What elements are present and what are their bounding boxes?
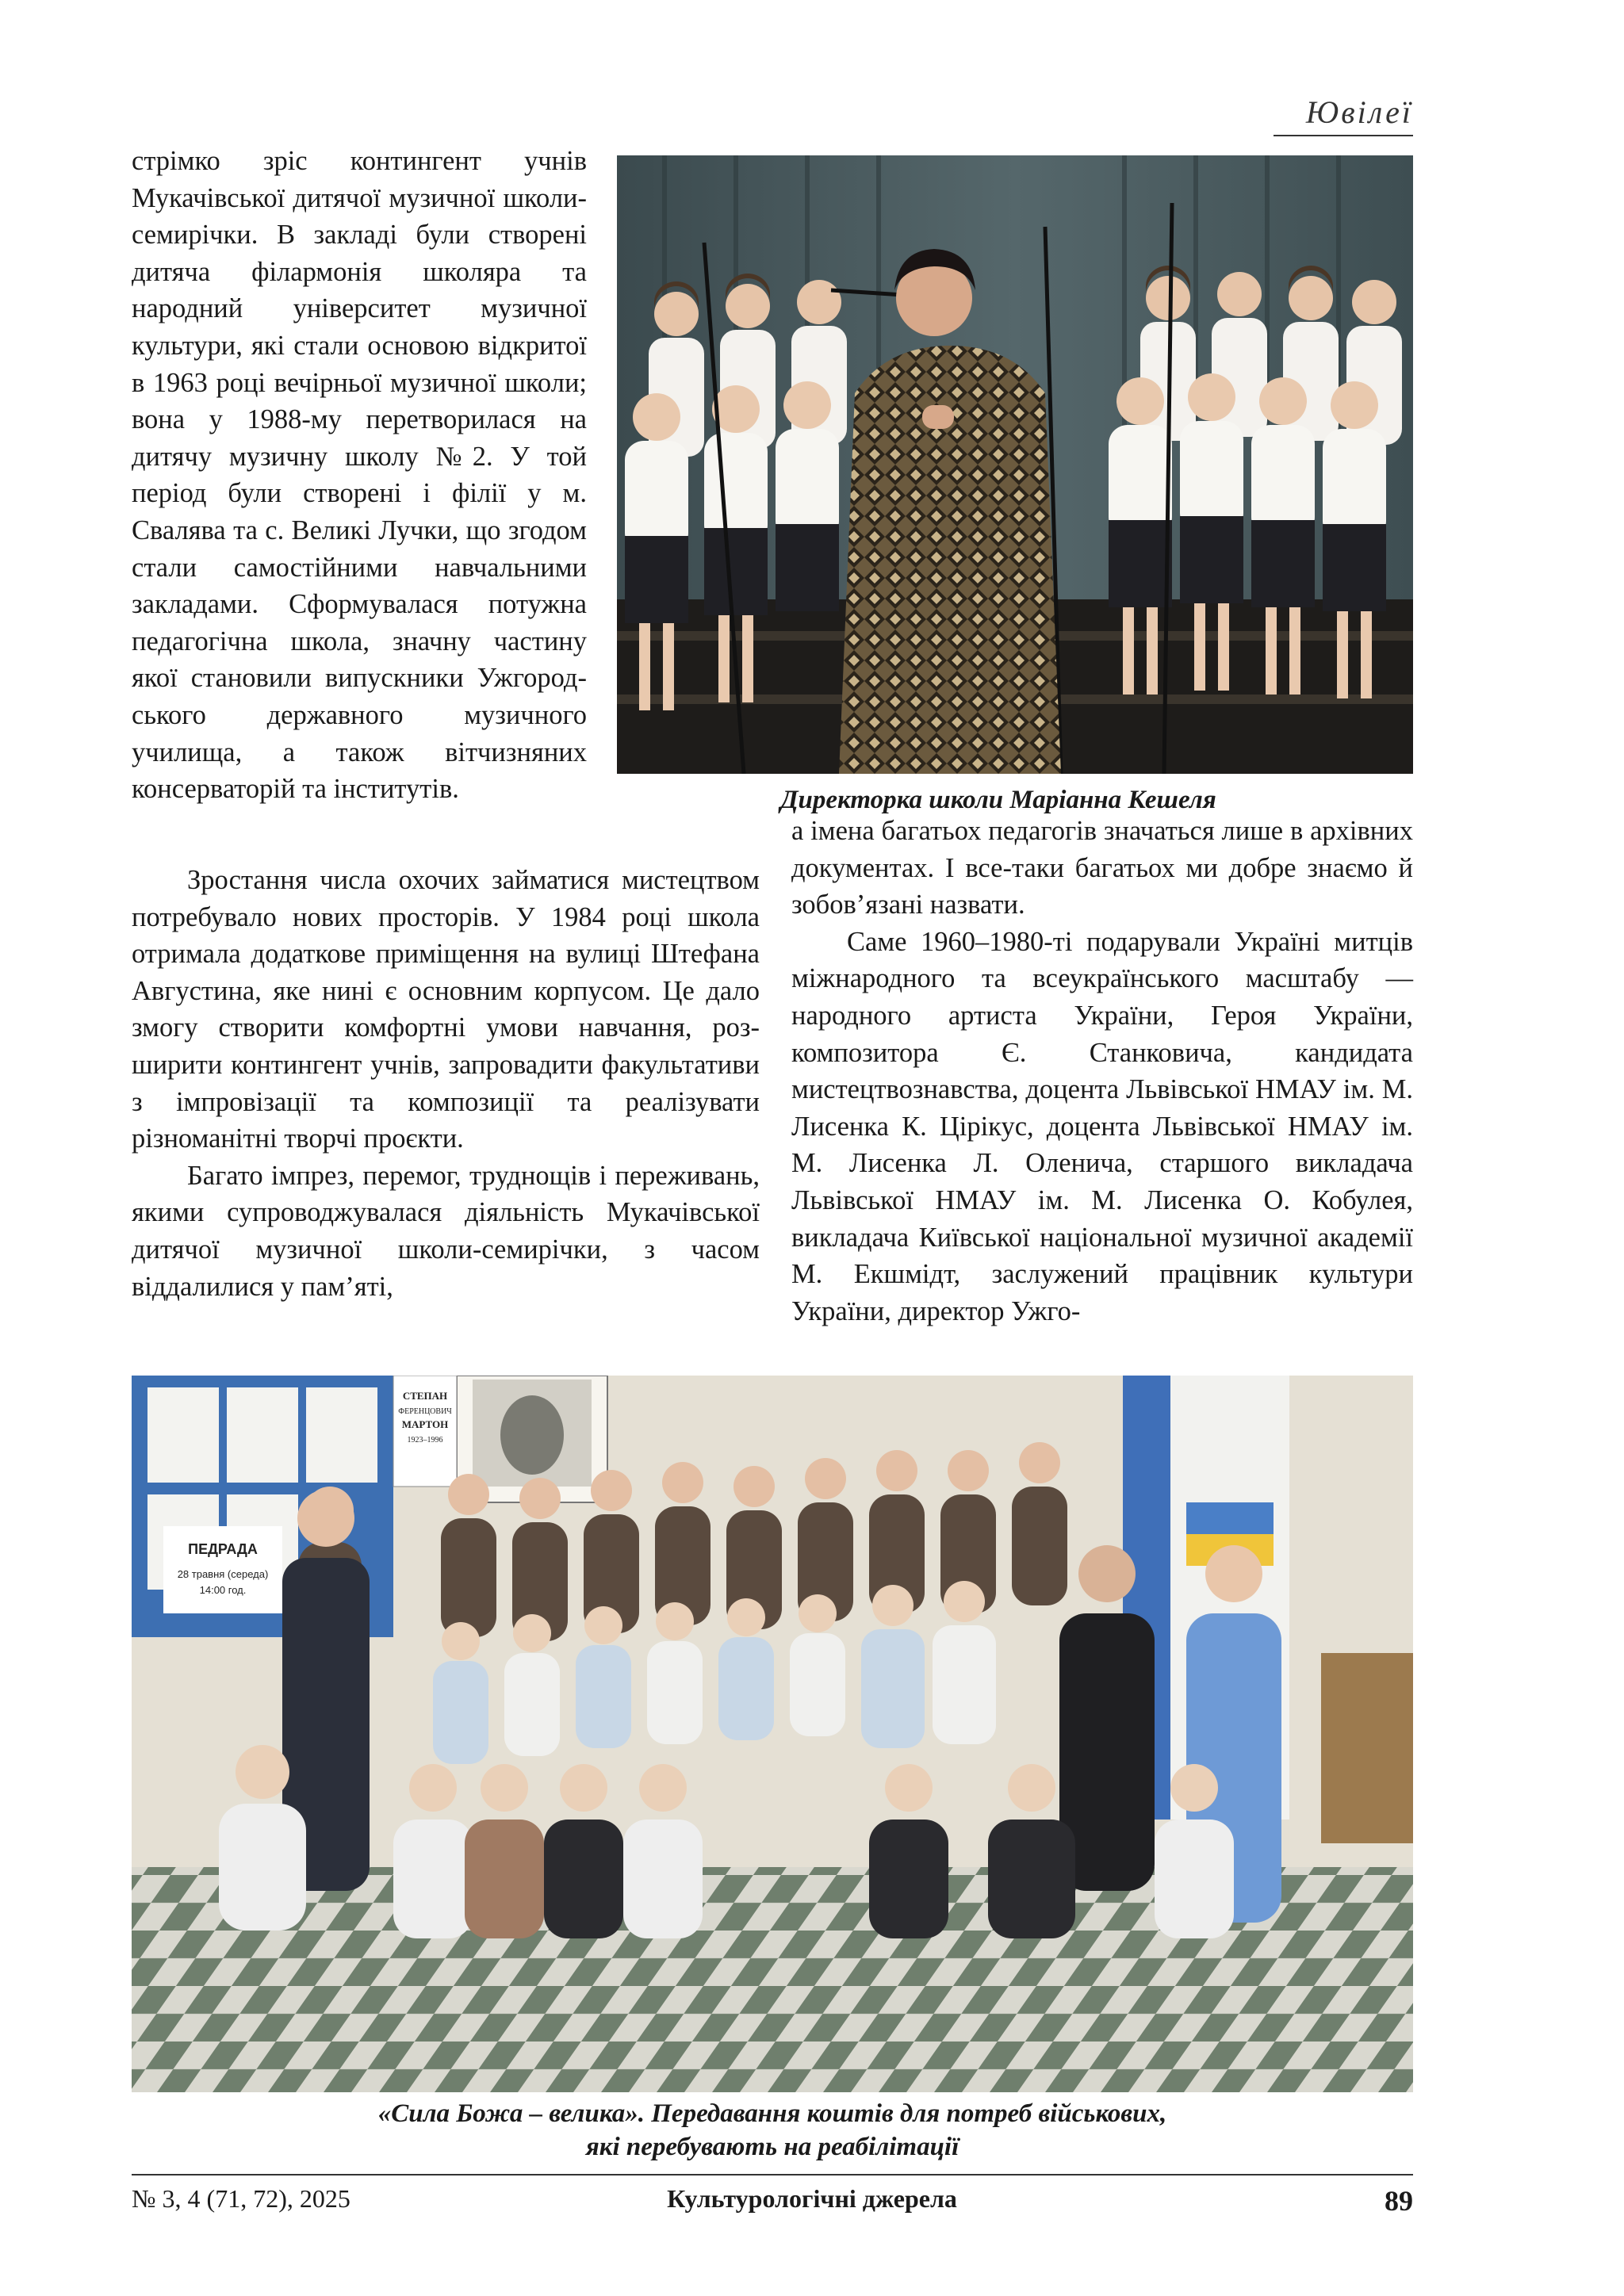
left-column-bottom <box>132 862 760 1305</box>
portrait-sign-line3: МАРТОН <box>401 1418 449 1430</box>
group-caption-line1: «Сила Божа – велика». Передавання коштів для потреб військових, <box>377 2099 1167 2128</box>
portrait-sign-line2: ФЕРЕНЦОВИЧ <box>398 1407 452 1416</box>
group-photo-caption <box>132 2097 1413 2164</box>
paragraph: Зростання числа охочих займатися мистецтвом потребувало нових просторів. У 1984 році школа отримала додаткове приміщення на вулиці Штефана Августина, яке нині є основним корпусом. Це дало змогу створити комфортні умови навчання, розширити контингент учнів, запровадити факультативи з імпровізації та композиції та реалізувати різноманітні творчі проєкти. <box>132 865 760 1154</box>
paragraph-continuation: стрімко зріс контингент учнів Мукачівської дитячої музичної школи-семирічки. В закладі були створені дитяча філармонія школяра та народний університет музичної культури, які стали основою відкритої в 1963 році вечірньої музичної школи; вона у 1988-му перетворилася на дитячу музичну школу №2. У той період були створені і філії у м. Свалява та с. Великі Лучки, що згодом стали самостійними навчальними закладами. Сформувалася потужна педагогічна школа, значну частину якої становили випускники Ужгородського державного музичного училища, а також вітчизняних консерваторій та інститутів. <box>132 146 587 805</box>
notice-date: 28 травня (середа) <box>177 1568 269 1580</box>
journal-title: Культурологічні джерела <box>667 2184 957 2213</box>
paragraph-continuation: а імена багатьох педагогів значаться лише в архівних документах. І все-таки багатьох ми добре знаємо й зобов’язані назвати. <box>791 816 1413 920</box>
choir-photo <box>617 155 1413 774</box>
section-rubric: Ювілеї <box>1305 94 1413 130</box>
notice-title: ПЕДРАДА <box>188 1541 258 1557</box>
portrait-sign-line1: СТЕПАН <box>402 1390 448 1402</box>
group-photo <box>132 1376 1413 2092</box>
paragraph: Багато імпрез, перемог, труднощів і переживань, якими супроводжувалася діяльність Мукачівської дитячої музичної школи-семирічки, з часом віддалилися у пам’яті, <box>132 1160 760 1302</box>
group-caption-line2: які перебувають на реабілітації <box>585 2133 959 2161</box>
header-rule <box>1274 135 1413 136</box>
notice-time: 14:00 год. <box>199 1584 247 1596</box>
right-column-bottom <box>791 813 1413 1330</box>
portrait-sign-years: 1923–1996 <box>407 1436 443 1445</box>
issue-number: № 3, 4 (71, 72), 2025 <box>132 2184 350 2213</box>
page-number: 89 <box>1385 2185 1413 2217</box>
left-column-top <box>132 143 587 808</box>
paragraph: Саме 1960–1980-ті подарували Україні митців міжнародного та всеукраїнського масштабу — народного артиста України, Героя України, композитора Є. Станковича, кандидата мистецтвознавства, доцента Львівської НМАУ ім. М. Лисенка К. Цірікус, доцента Львівської НМАУ ім. М. Лисенка Л. Оленича, старшого викладача Львівської НМАУ ім. М. Лисенка О. Кобулея, викладача Київської національної музичної академії М. Екшмідт, заслужений працівник культури України, директор Ужго- <box>791 926 1413 1326</box>
choir-photo-caption: Директорка школи Маріанна Кешеля <box>780 786 1216 814</box>
footer-rule <box>132 2174 1413 2175</box>
